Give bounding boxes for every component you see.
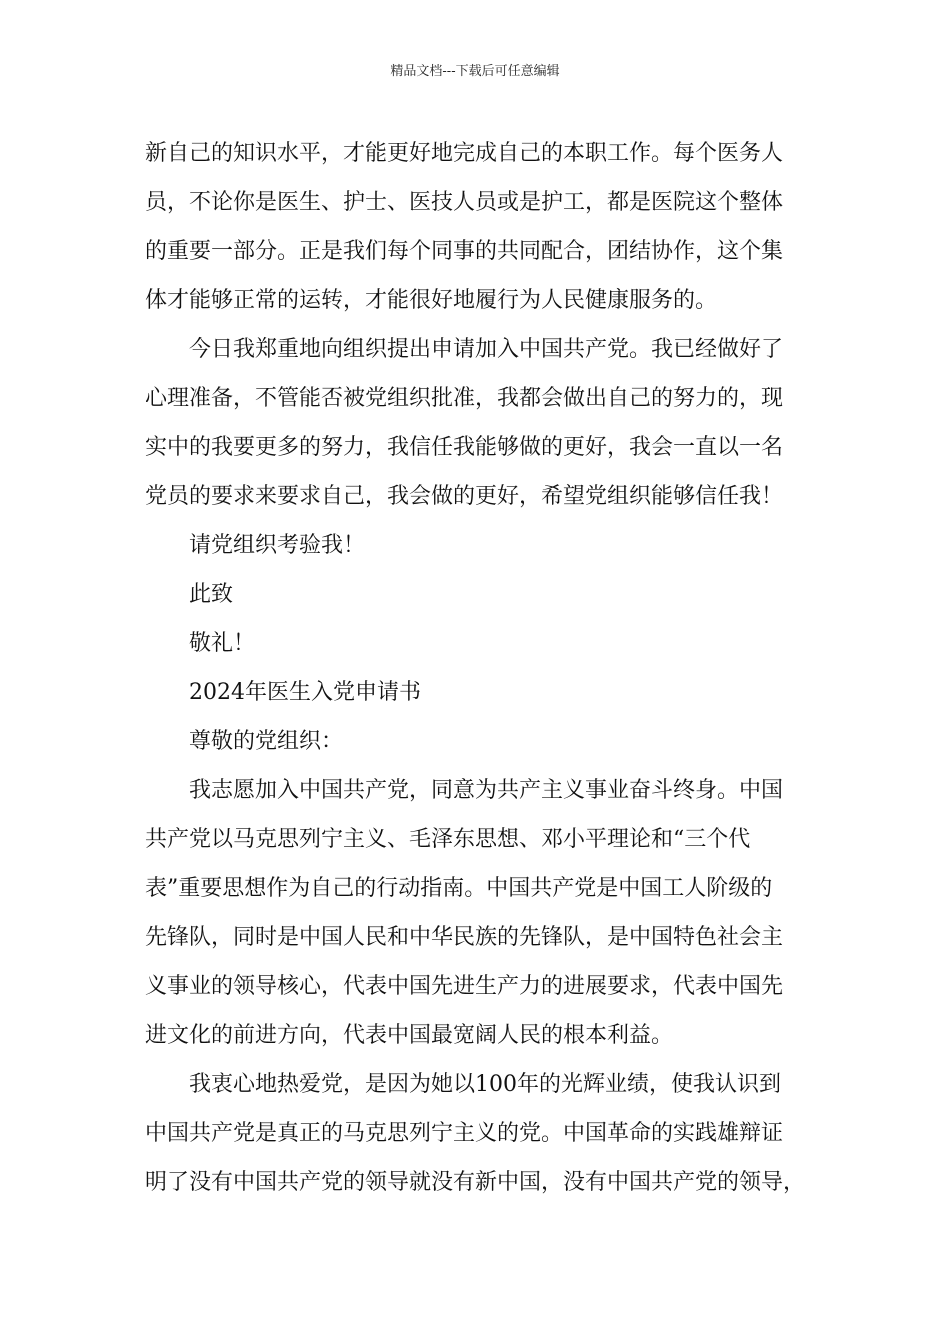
text-line: 共产党以马克思列宁主义、毛泽东思想、邓小平理论和“三个代 xyxy=(145,827,751,852)
text-line: 请党组织考验我！ xyxy=(189,533,366,558)
text-line: 实中的我要更多的努力，我信任我能够做的更好，我会一直以一名 xyxy=(145,435,784,460)
page-header: 精品文档---下载后可任意编辑 xyxy=(390,64,560,79)
text-line: 义事业的领导核心，代表中国先进生产力的进展要求，代表中国先 xyxy=(145,974,784,999)
salutation-line: 敬礼！ xyxy=(189,631,256,656)
text-line: 我志愿加入中国共产党，同意为共产主义事业奋斗终身。中国 xyxy=(189,778,784,803)
text-line: 明了没有中国共产党的领导就没有新中国，没有中国共产党的领导， xyxy=(145,1170,806,1195)
text-line: 中国共产党是真正的马克思列宁主义的党。中国革命的实践雄辩证 xyxy=(145,1121,784,1146)
text-line: 我衷心地热爱党，是因为她以100年的光辉业绩，使我认识到 xyxy=(189,1072,781,1097)
text-line: 表”重要思想作为自己的行动指南。中国共产党是中国工人阶级的 xyxy=(145,876,773,901)
salutation-line: 此致 xyxy=(189,582,234,607)
text-line: 体才能够正常的运转，才能很好地履行为人民健康服务的。 xyxy=(145,288,718,313)
document-body xyxy=(145,129,810,1207)
text-line: 员，不论你是医生、护士、医技人员或是护工，都是医院这个整体 xyxy=(145,190,784,215)
text-line: 的重要一部分。正是我们每个同事的共同配合，团结协作，这个集 xyxy=(145,239,784,264)
text-line: 先锋队，同时是中国人民和中华民族的先锋队，是中国特色社会主 xyxy=(145,925,784,950)
text-line: 今日我郑重地向组织提出申请加入中国共产党。我已经做好了 xyxy=(189,337,784,362)
section-title: 2024年医生入党申请书 xyxy=(189,680,421,705)
greeting-line: 尊敬的党组织： xyxy=(189,729,344,754)
text-line: 心理准备，不管能否被党组织批准，我都会做出自己的努力的，现 xyxy=(145,386,784,411)
text-line: 进文化的前进方向，代表中国最宽阔人民的根本利益。 xyxy=(145,1023,674,1048)
text-line: 党员的要求来要求自己，我会做的更好，希望党组织能够信任我！ xyxy=(145,484,784,509)
text-line: 新自己的知识水平，才能更好地完成自己的本职工作。每个医务人 xyxy=(145,141,784,166)
